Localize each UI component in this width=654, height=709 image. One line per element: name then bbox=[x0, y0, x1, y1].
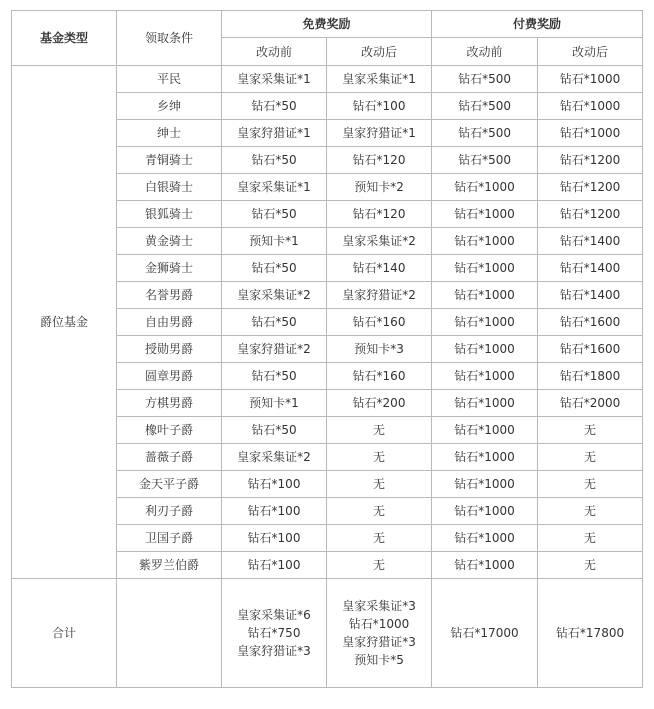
cell-condition: 白银骑士 bbox=[117, 174, 222, 201]
header-row-top bbox=[12, 11, 643, 38]
cell-paid-before: 钻石*1000 bbox=[432, 363, 538, 390]
cell-free-before: 钻石*50 bbox=[222, 255, 327, 282]
cell-paid-before: 钻石*1000 bbox=[432, 390, 538, 417]
cell-paid-after: 无 bbox=[538, 525, 643, 552]
cell-paid-before: 钻石*500 bbox=[432, 120, 538, 147]
cell-paid-before: 钻石*1000 bbox=[432, 174, 538, 201]
cell-free-before: 预知卡*1 bbox=[222, 390, 327, 417]
table-body bbox=[12, 11, 643, 688]
cell-condition: 青铜骑士 bbox=[117, 147, 222, 174]
cell-free-before: 皇家狩猎证*2 bbox=[222, 336, 327, 363]
cell-condition: 黄金骑士 bbox=[117, 228, 222, 255]
cell-free-before: 钻石*50 bbox=[222, 147, 327, 174]
cell-free-before: 钻石*50 bbox=[222, 309, 327, 336]
cell-condition: 方棋男爵 bbox=[117, 390, 222, 417]
total-line: 皇家狩猎证*3 bbox=[342, 635, 416, 649]
table-row bbox=[12, 66, 643, 93]
cell-free-after: 预知卡*2 bbox=[327, 174, 432, 201]
cell-free-after: 无 bbox=[327, 498, 432, 525]
cell-free-after: 钻石*140 bbox=[327, 255, 432, 282]
cell-free-after: 无 bbox=[327, 552, 432, 579]
header-free-before: 改动前 bbox=[222, 38, 327, 66]
cell-free-before: 皇家狩猎证*1 bbox=[222, 120, 327, 147]
total-line: 皇家采集证*3 bbox=[342, 599, 416, 613]
cell-free-after: 钻石*160 bbox=[327, 363, 432, 390]
cell-condition: 银狐骑士 bbox=[117, 201, 222, 228]
total-line: 钻石*750 bbox=[247, 626, 301, 640]
cell-condition: 授勋男爵 bbox=[117, 336, 222, 363]
cell-condition: 紫罗兰伯爵 bbox=[117, 552, 222, 579]
cell-paid-after: 钻石*1000 bbox=[538, 93, 643, 120]
cell-free-before: 皇家采集证*1 bbox=[222, 66, 327, 93]
cell-free-after: 钻石*160 bbox=[327, 309, 432, 336]
cell-free-before: 预知卡*1 bbox=[222, 228, 327, 255]
cell-condition: 名誉男爵 bbox=[117, 282, 222, 309]
cell-free-before: 钻石*50 bbox=[222, 417, 327, 444]
cell-paid-before: 钻石*1000 bbox=[432, 201, 538, 228]
cell-free-before: 皇家采集证*2 bbox=[222, 444, 327, 471]
cell-condition: 卫国子爵 bbox=[117, 525, 222, 552]
cell-paid-after: 钻石*1400 bbox=[538, 282, 643, 309]
cell-paid-after: 钻石*1800 bbox=[538, 363, 643, 390]
cell-free-before: 钻石*100 bbox=[222, 498, 327, 525]
cell-paid-before: 钻石*1000 bbox=[432, 444, 538, 471]
cell-free-after: 钻石*120 bbox=[327, 201, 432, 228]
total-line: 预知卡*5 bbox=[354, 653, 404, 667]
cell-condition: 乡绅 bbox=[117, 93, 222, 120]
total-line: 钻石*17800 bbox=[555, 626, 625, 640]
cell-paid-after: 无 bbox=[538, 444, 643, 471]
total-line: 皇家采集证*6 bbox=[237, 608, 311, 622]
cell-condition: 蔷薇子爵 bbox=[117, 444, 222, 471]
cell-condition: 平民 bbox=[117, 66, 222, 93]
total-label: 合计 bbox=[12, 579, 117, 688]
cell-condition: 金狮骑士 bbox=[117, 255, 222, 282]
cell-paid-after: 钻石*1000 bbox=[538, 120, 643, 147]
cell-paid-before: 钻石*1000 bbox=[432, 471, 538, 498]
cell-free-before: 钻石*50 bbox=[222, 363, 327, 390]
cell-free-before: 钻石*50 bbox=[222, 93, 327, 120]
total-paid-before bbox=[432, 579, 538, 688]
cell-paid-after: 钻石*1200 bbox=[538, 174, 643, 201]
header-paid-before: 改动前 bbox=[432, 38, 538, 66]
cell-condition: 橡叶子爵 bbox=[117, 417, 222, 444]
header-paid-reward: 付费奖励 bbox=[432, 11, 643, 38]
cell-free-after: 皇家采集证*1 bbox=[327, 66, 432, 93]
cell-free-before: 钻石*50 bbox=[222, 201, 327, 228]
cell-free-after: 皇家狩猎证*2 bbox=[327, 282, 432, 309]
cell-paid-before: 钻石*500 bbox=[432, 66, 538, 93]
cell-condition: 绅士 bbox=[117, 120, 222, 147]
cell-paid-after: 钻石*1000 bbox=[538, 66, 643, 93]
cell-free-after: 预知卡*3 bbox=[327, 336, 432, 363]
cell-free-after: 无 bbox=[327, 444, 432, 471]
total-line: 钻石*17000 bbox=[450, 626, 519, 640]
cell-paid-after: 钻石*1600 bbox=[538, 336, 643, 363]
header-free-after: 改动后 bbox=[327, 38, 432, 66]
reward-comparison-table bbox=[11, 10, 643, 688]
cell-paid-before: 钻石*500 bbox=[432, 93, 538, 120]
cell-free-after: 无 bbox=[327, 417, 432, 444]
total-free-after bbox=[327, 579, 432, 688]
cell-paid-after: 无 bbox=[538, 498, 643, 525]
total-row bbox=[12, 579, 643, 688]
cell-free-after: 皇家采集证*2 bbox=[327, 228, 432, 255]
cell-paid-after: 钻石*1600 bbox=[538, 309, 643, 336]
cell-paid-after: 无 bbox=[538, 552, 643, 579]
cell-free-before: 钻石*100 bbox=[222, 525, 327, 552]
cell-condition: 金天平子爵 bbox=[117, 471, 222, 498]
cell-paid-before: 钻石*1000 bbox=[432, 498, 538, 525]
cell-paid-before: 钻石*1000 bbox=[432, 255, 538, 282]
fund-name-cell: 爵位基金 bbox=[12, 66, 117, 579]
cell-free-after: 钻石*200 bbox=[327, 390, 432, 417]
cell-paid-before: 钻石*1000 bbox=[432, 309, 538, 336]
total-line: 钻石*1000 bbox=[348, 617, 410, 631]
cell-paid-before: 钻石*1000 bbox=[432, 417, 538, 444]
total-paid-after bbox=[538, 579, 643, 688]
header-free-reward: 免费奖励 bbox=[222, 11, 432, 38]
cell-paid-after: 无 bbox=[538, 471, 643, 498]
cell-free-after: 钻石*100 bbox=[327, 93, 432, 120]
cell-paid-after: 钻石*2000 bbox=[538, 390, 643, 417]
cell-free-before: 皇家采集证*2 bbox=[222, 282, 327, 309]
total-condition-cell bbox=[117, 579, 222, 688]
cell-paid-after: 钻石*1200 bbox=[538, 201, 643, 228]
cell-free-after: 钻石*120 bbox=[327, 147, 432, 174]
cell-paid-before: 钻石*1000 bbox=[432, 336, 538, 363]
header-condition: 领取条件 bbox=[117, 11, 222, 66]
cell-free-before: 钻石*100 bbox=[222, 471, 327, 498]
cell-paid-after: 钻石*1400 bbox=[538, 228, 643, 255]
total-line: 皇家狩猎证*3 bbox=[237, 644, 311, 658]
cell-paid-after: 钻石*1200 bbox=[538, 147, 643, 174]
cell-condition: 利刃子爵 bbox=[117, 498, 222, 525]
cell-free-after: 无 bbox=[327, 525, 432, 552]
cell-paid-after: 钻石*1400 bbox=[538, 255, 643, 282]
header-fund-type: 基金类型 bbox=[12, 11, 117, 66]
cell-condition: 圆章男爵 bbox=[117, 363, 222, 390]
cell-paid-before: 钻石*500 bbox=[432, 147, 538, 174]
cell-condition: 自由男爵 bbox=[117, 309, 222, 336]
cell-free-before: 钻石*100 bbox=[222, 552, 327, 579]
cell-paid-before: 钻石*1000 bbox=[432, 552, 538, 579]
cell-paid-before: 钻石*1000 bbox=[432, 282, 538, 309]
cell-free-before: 皇家采集证*1 bbox=[222, 174, 327, 201]
header-paid-after: 改动后 bbox=[538, 38, 643, 66]
total-free-before bbox=[222, 579, 327, 688]
cell-free-after: 皇家狩猎证*1 bbox=[327, 120, 432, 147]
cell-paid-before: 钻石*1000 bbox=[432, 228, 538, 255]
cell-free-after: 无 bbox=[327, 471, 432, 498]
cell-paid-after: 无 bbox=[538, 417, 643, 444]
cell-paid-before: 钻石*1000 bbox=[432, 525, 538, 552]
